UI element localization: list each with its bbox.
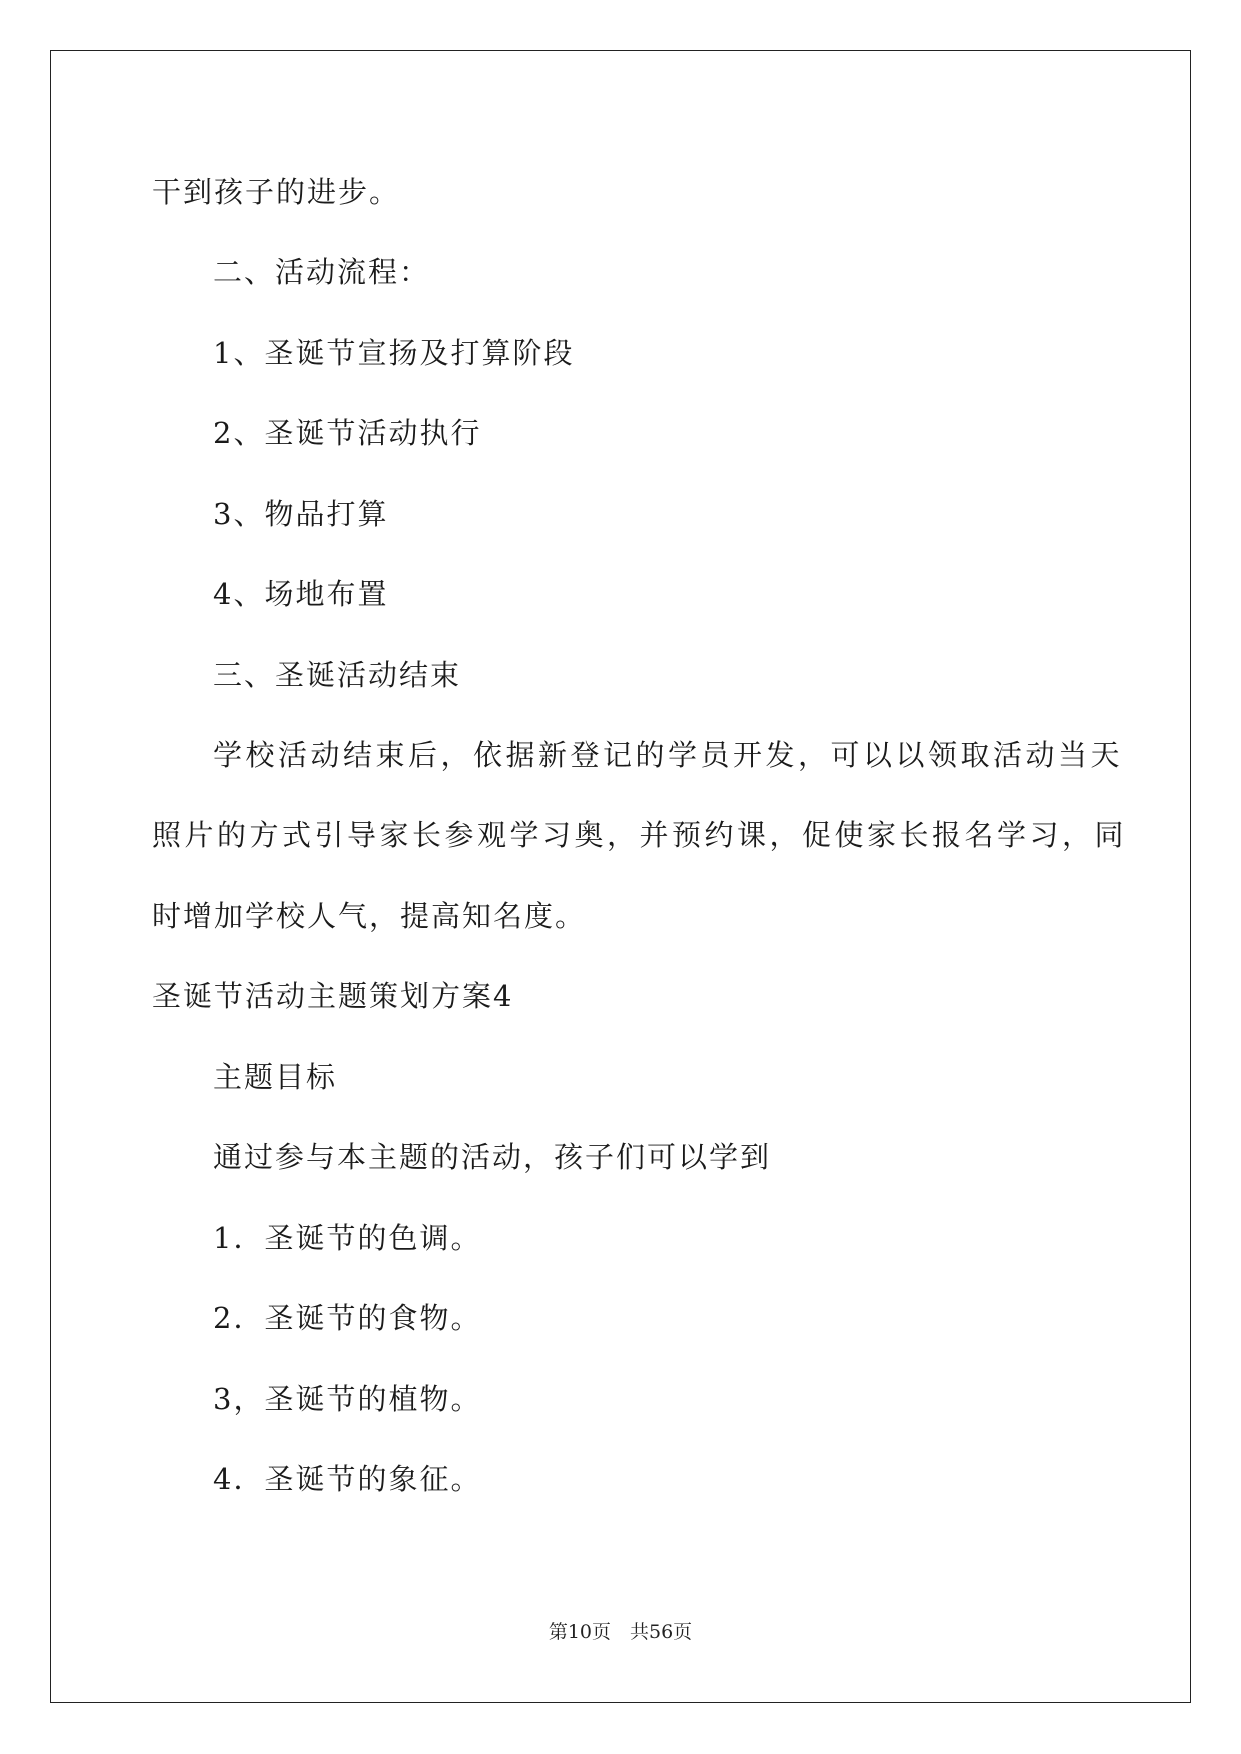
- paragraph-line: 学校活动结束后，依据新登记的学员开发，可以以领取活动当天: [213, 738, 1124, 772]
- section-heading: 主题目标: [213, 1060, 338, 1094]
- page-frame: [50, 50, 1191, 1703]
- list-item: 1、圣诞节宣扬及打算阶段: [213, 336, 575, 370]
- list-item: 2．圣诞节的食物。: [213, 1301, 482, 1335]
- list-item: 4．圣诞节的象征。: [213, 1462, 482, 1496]
- page-footer: [0, 1620, 1241, 1644]
- list-item: 4、场地布置: [213, 577, 389, 611]
- page-number: 第10页 共56页: [548, 1621, 693, 1643]
- list-item: 3，圣诞节的植物。: [213, 1382, 482, 1416]
- list-item: 2、圣诞节活动执行: [213, 416, 482, 450]
- section-heading: 三、圣诞活动结束: [213, 658, 462, 692]
- section-heading: 二、活动流程：: [213, 255, 431, 289]
- body-text-line: 干到孩子的进步。: [152, 175, 401, 209]
- paragraph-line: 时增加学校人气，提高知名度。: [152, 899, 587, 933]
- document-title: 圣诞节活动主题策划方案4: [152, 979, 514, 1013]
- list-item: 1．圣诞节的色调。: [213, 1221, 482, 1255]
- list-item: 3、物品打算: [213, 497, 389, 531]
- paragraph-line: 照片的方式引导家长参观学习奥，并预约课，促使家长报名学习，同: [152, 818, 1128, 852]
- paragraph-line: 通过参与本主题的活动，孩子们可以学到: [213, 1140, 772, 1174]
